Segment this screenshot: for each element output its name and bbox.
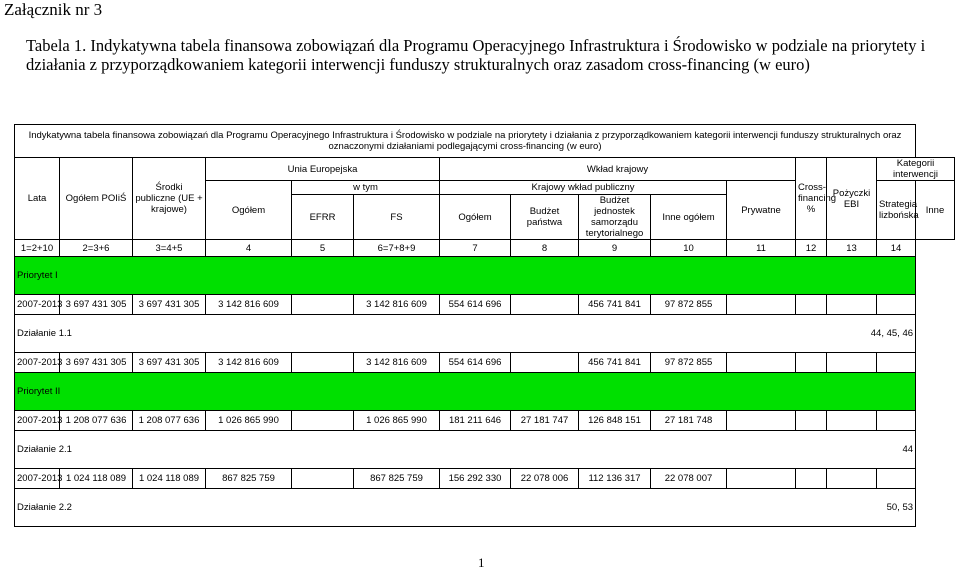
header-krajowy-publiczny: Krajowy wkład publiczny <box>440 181 727 195</box>
header-w-tym: w tym <box>292 181 440 195</box>
value-cell <box>827 469 877 489</box>
formula-cell: 13 <box>827 240 877 257</box>
value-cell: 456 741 841 <box>579 295 651 315</box>
value-cell: 27 181 747 <box>511 411 579 431</box>
header-kategorie: Kategorii interwencji <box>877 158 955 181</box>
value-cell <box>727 295 796 315</box>
value-cell <box>511 295 579 315</box>
action-categories: 44, 45, 46 <box>133 315 916 353</box>
header-kr-ogolem: Ogółem <box>440 195 511 240</box>
value-cell: 1 024 118 089 <box>60 469 133 489</box>
value-cell: 112 136 317 <box>579 469 651 489</box>
header-inne: Inne <box>916 181 955 240</box>
value-cell: 3 142 816 609 <box>354 295 440 315</box>
data-row <box>15 353 955 373</box>
value-cell: 1 026 865 990 <box>206 411 292 431</box>
formula-cell: 11 <box>727 240 796 257</box>
header-efrr: EFRR <box>292 195 354 240</box>
value-cell: 867 825 759 <box>206 469 292 489</box>
header-pozyczki-ebi: Pożyczki EBI <box>827 158 877 240</box>
formula-cell: 2=3+6 <box>60 240 133 257</box>
data-row <box>15 469 955 489</box>
value-cell <box>877 411 916 431</box>
value-cell <box>727 411 796 431</box>
table-title: Tabela 1. Indykatywna tabela finansowa zobowiązań dla Programu Operacyjnego Infrastruktura i Środowisko w podziale na priorytety i działania z przyporządkowaniem kategorii interwencji funduszy strukturalnych oraz zasadom cross-financing (w euro) <box>26 36 926 74</box>
priority-fill <box>133 257 916 295</box>
value-cell: 3 697 431 305 <box>60 295 133 315</box>
value-cell: 22 078 007 <box>651 469 727 489</box>
formula-cell: 14 <box>877 240 916 257</box>
header-lata: Lata <box>15 158 60 240</box>
page-number: 1 <box>478 555 485 570</box>
value-cell <box>292 353 354 373</box>
priority-fill <box>133 373 916 411</box>
value-cell <box>877 295 916 315</box>
header-strategia: Strategia lizbońska <box>877 181 916 240</box>
year-cell: 2007-2013 <box>15 469 60 489</box>
formula-row <box>15 240 955 257</box>
action-label: Działanie 2.2 <box>15 489 133 527</box>
value-cell: 126 848 151 <box>579 411 651 431</box>
formula-cell: 3=4+5 <box>133 240 206 257</box>
action-label: Działanie 1.1 <box>15 315 133 353</box>
header-inne-ogolem: Inne ogółem <box>651 195 727 240</box>
attachment-heading: Załącznik nr 3 <box>4 0 103 19</box>
value-cell: 554 614 696 <box>440 295 511 315</box>
value-cell <box>877 353 916 373</box>
formula-cell: 9 <box>579 240 651 257</box>
priority-row <box>15 373 955 411</box>
action-row <box>15 489 955 527</box>
financial-table <box>14 124 955 527</box>
value-cell <box>827 295 877 315</box>
header-ue-ogolem: Ogółem <box>206 181 292 240</box>
value-cell: 156 292 330 <box>440 469 511 489</box>
header-cross-financing: Cross-financing % <box>796 158 827 240</box>
value-cell: 27 181 748 <box>651 411 727 431</box>
value-cell: 97 872 855 <box>651 295 727 315</box>
value-cell <box>796 469 827 489</box>
value-cell <box>796 411 827 431</box>
value-cell <box>796 353 827 373</box>
value-cell <box>292 411 354 431</box>
data-row <box>15 411 955 431</box>
header-fs: FS <box>354 195 440 240</box>
action-categories: 50, 53 <box>133 489 916 527</box>
value-cell <box>511 353 579 373</box>
value-cell: 554 614 696 <box>440 353 511 373</box>
formula-cell: 1=2+10 <box>15 240 60 257</box>
value-cell: 3 697 431 305 <box>133 353 206 373</box>
value-cell: 1 208 077 636 <box>60 411 133 431</box>
value-cell <box>727 353 796 373</box>
formula-cell: 5 <box>292 240 354 257</box>
header-unia-europejska: Unia Europejska <box>206 158 440 181</box>
priority-label: Priorytet II <box>15 373 133 411</box>
value-cell <box>727 469 796 489</box>
formula-cell: 4 <box>206 240 292 257</box>
data-row <box>15 295 955 315</box>
header-budzet-panstwa: Budżet państwa <box>511 195 579 240</box>
value-cell <box>827 353 877 373</box>
formula-cell: 8 <box>511 240 579 257</box>
header-ogolem-poiis: Ogółem POIiŚ <box>60 158 133 240</box>
priority-label: Priorytet I <box>15 257 133 295</box>
header-prywatne: Prywatne <box>727 181 796 240</box>
value-cell: 22 078 006 <box>511 469 579 489</box>
table-caption: Indykatywna tabela finansowa zobowiązań dla Programu Operacyjnego Infrastruktura i Środowisko w podziale na priorytety i działania z przyporządkowaniem kategorii interwencji funduszy strukturalnych oraz oznaczonymi działaniami podlegającymi cross-financing (w euro) <box>15 125 916 158</box>
value-cell <box>292 295 354 315</box>
formula-cell: 12 <box>796 240 827 257</box>
year-cell: 2007-2013 <box>15 295 60 315</box>
value-cell: 3 142 816 609 <box>206 353 292 373</box>
action-row <box>15 315 955 353</box>
formula-cell: 7 <box>440 240 511 257</box>
value-cell: 3 142 816 609 <box>354 353 440 373</box>
header-wklad-krajowy: Wkład krajowy <box>440 158 796 181</box>
priority-row <box>15 257 955 295</box>
action-categories: 44 <box>133 431 916 469</box>
year-cell: 2007-2013 <box>15 411 60 431</box>
value-cell: 3 697 431 305 <box>133 295 206 315</box>
action-row <box>15 431 955 469</box>
value-cell: 1 026 865 990 <box>354 411 440 431</box>
action-label: Działanie 2.1 <box>15 431 133 469</box>
value-cell: 97 872 855 <box>651 353 727 373</box>
value-cell: 1 024 118 089 <box>133 469 206 489</box>
value-cell: 3 697 431 305 <box>60 353 133 373</box>
value-cell: 1 208 077 636 <box>133 411 206 431</box>
header-budzet-jst: Budżet jednostek samorządu terytorialnego <box>579 195 651 240</box>
value-cell <box>796 295 827 315</box>
value-cell: 3 142 816 609 <box>206 295 292 315</box>
formula-cell: 6=7+8+9 <box>354 240 440 257</box>
value-cell: 181 211 646 <box>440 411 511 431</box>
formula-cell: 10 <box>651 240 727 257</box>
value-cell: 456 741 841 <box>579 353 651 373</box>
value-cell: 867 825 759 <box>354 469 440 489</box>
year-cell: 2007-2013 <box>15 353 60 373</box>
value-cell <box>877 469 916 489</box>
value-cell <box>827 411 877 431</box>
value-cell <box>292 469 354 489</box>
header-srodki-publiczne: Środki publiczne (UE + krajowe) <box>133 158 206 240</box>
